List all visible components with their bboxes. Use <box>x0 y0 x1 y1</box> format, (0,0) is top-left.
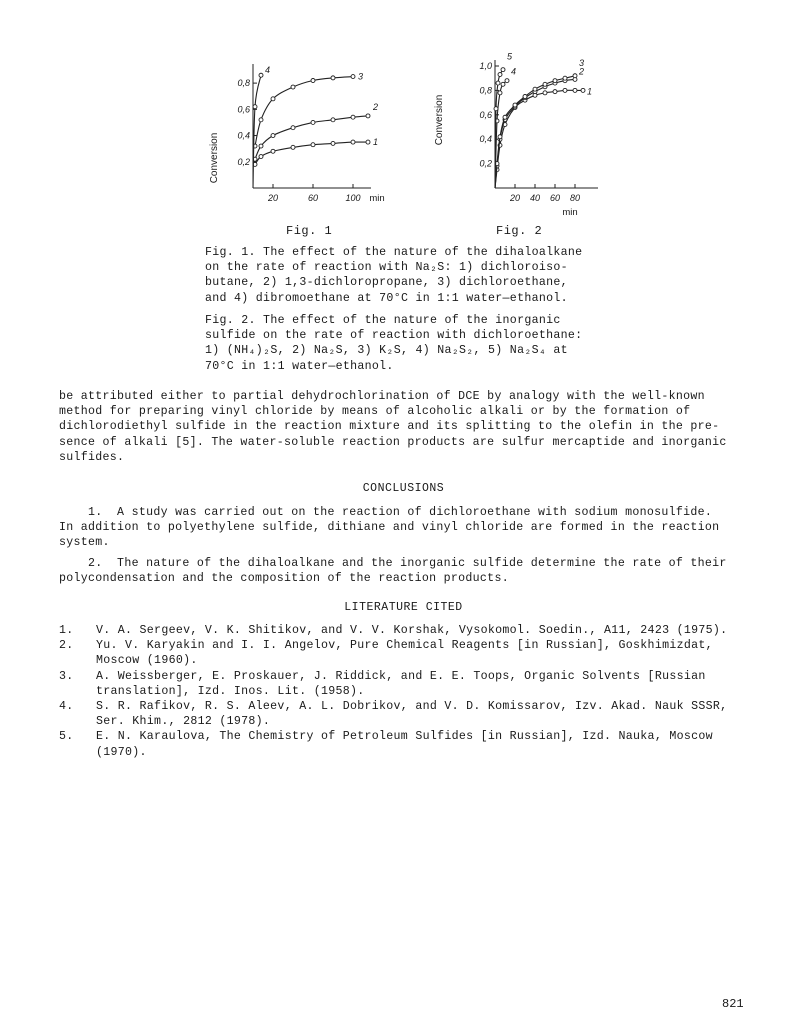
body-line: dichlorodiethyl sulfide in the reaction mixture and its splitting to the olefin in the pre- <box>59 420 720 434</box>
body-line: polycondensation and the composition of the reaction products. <box>59 572 509 586</box>
body-line: system. <box>59 536 110 550</box>
series-label-4: 4 <box>511 66 517 77</box>
data-point <box>291 126 295 130</box>
reference-number: 1. <box>59 624 74 637</box>
figure-2-label: Fig. 2 <box>496 224 543 238</box>
data-point <box>513 103 517 107</box>
data-point <box>498 91 502 95</box>
caption-line: Fig. 2. The effect of the nature of the inorganic <box>205 314 561 327</box>
data-point <box>523 95 527 99</box>
y-tick-label: 0,6 <box>479 109 492 120</box>
body-line: be attributed either to partial dehydrochlorination of DCE by analogy with the well-known <box>59 390 705 403</box>
reference-number: 2. <box>59 639 74 653</box>
reference-line: Ser. Khim., 2812 (1978). <box>96 715 271 729</box>
data-point <box>553 79 557 83</box>
series-label-3: 3 <box>358 71 364 82</box>
data-point <box>331 141 335 145</box>
data-point <box>259 73 263 77</box>
data-point <box>563 88 567 92</box>
data-point <box>543 82 547 86</box>
reference-line: E. N. Karaulova, The Chemistry of Petroleum Sulfides [in Russian], Izd. Nauka, Moscow <box>96 730 713 744</box>
data-point <box>498 135 502 139</box>
figure-1-label: Fig. 1 <box>286 224 333 238</box>
caption-line: 70°C in 1:1 water—ethanol. <box>205 359 394 373</box>
data-point <box>553 90 557 94</box>
series-label-1: 1 <box>587 86 593 97</box>
data-point <box>543 91 547 95</box>
data-point <box>331 76 335 80</box>
reference-line: A. Weissberger, E. Proskauer, J. Riddick, and E. E. Toops, Organic Solvents [Russian <box>96 669 706 683</box>
y-tick-label: 0,8 <box>237 78 250 89</box>
reference-list <box>59 623 749 760</box>
caption-line: on the rate of reaction with Na₂S: 1) dichloroiso- <box>205 261 568 275</box>
data-point <box>351 75 355 79</box>
x-tick-label: 40 <box>529 193 541 203</box>
caption-line: 1) (NH₄)₂S, 2) Na₂S, 3) K₂S, 4) Na₂S₂, 5) Na₂S₄ at <box>205 344 568 358</box>
data-point <box>259 155 263 159</box>
y-tick-label: 1,0 <box>479 61 492 71</box>
caption-line: and 4) dibromoethane at 70°C in 1:1 water—ethanol. <box>205 291 568 305</box>
x-axis-unit: min <box>369 193 385 204</box>
data-point <box>573 88 577 92</box>
page-number: 821 <box>722 997 744 1011</box>
data-point <box>581 88 585 92</box>
data-point <box>271 134 275 138</box>
series-line-3 <box>255 77 353 146</box>
data-point <box>501 68 505 72</box>
caption-line: butane, 2) 1,3-dichloropropane, 3) dichloroethane, <box>205 276 568 290</box>
y-axis-label: Conversion <box>434 94 445 146</box>
data-point <box>291 145 295 149</box>
reference-item <box>59 669 749 699</box>
caption-line: Fig. 1. The effect of the nature of the dihaloalkane <box>205 246 583 259</box>
data-point <box>311 120 315 124</box>
x-tick-label: 80 <box>569 193 581 203</box>
body-line: method for preparing vinyl chloride by means of alcoholic alkali or by the formation of <box>59 405 691 419</box>
reference-line: Moscow (1960). <box>96 654 198 668</box>
y-tick-label: 0,8 <box>479 85 492 96</box>
data-point <box>331 118 335 122</box>
body-line: In addition to polyethylene sulfide, dithiane and vinyl chloride are formed in the reaction <box>59 521 720 535</box>
x-tick-label: 20 <box>267 193 279 203</box>
figure-1-caption <box>205 245 615 306</box>
reference-line: V. A. Sergeev, V. K. Shitikov, and V. V. Korshak, Vysokomol. Soedin., A11, 2423 (1975). <box>96 624 728 637</box>
series-label-2: 2 <box>579 66 585 77</box>
reference-item <box>59 638 749 668</box>
data-point <box>494 107 498 111</box>
figure-1-plot <box>195 58 410 223</box>
reference-line: Yu. V. Karyakin and I. I. Angelov, Pure Chemical Reagents [in Russian], Goskhimizdat, <box>96 639 713 653</box>
body-line: 1. A study was carried out on the reaction of dichloroethane with sodium monosulfide. <box>59 506 713 519</box>
series-label-5: 5 <box>507 51 513 62</box>
data-point <box>271 149 275 153</box>
figure-2-caption <box>205 313 615 374</box>
figure-2 <box>425 40 625 225</box>
body-line: 2. The nature of the dihaloalkane and the inorganic sulfide determine the rate of their <box>59 557 727 570</box>
series-label-1: 1 <box>373 137 379 148</box>
figure-1 <box>195 58 410 223</box>
x-axis-unit: min <box>562 207 578 218</box>
y-tick-label: 0,2 <box>479 158 492 169</box>
conclusion-item-1 <box>59 505 749 551</box>
data-point <box>366 140 370 144</box>
data-point <box>573 74 577 78</box>
x-tick-label: 60 <box>307 193 319 203</box>
series-label-2: 2 <box>373 101 379 112</box>
reference-item <box>59 623 749 638</box>
x-tick-label: 60 <box>549 193 561 203</box>
data-point <box>351 140 355 144</box>
x-tick-label: 100 <box>345 193 361 203</box>
y-tick-label: 0,2 <box>237 156 250 167</box>
data-point <box>496 81 500 85</box>
data-point <box>271 97 275 101</box>
reference-line: (1970). <box>96 745 147 759</box>
reference-number: 3. <box>59 669 74 683</box>
series-label-4: 4 <box>265 65 271 76</box>
data-point <box>311 78 315 82</box>
data-point <box>259 144 263 148</box>
y-tick-label: 0,6 <box>237 104 250 115</box>
reference-line: S. R. Rafikov, R. S. Aleev, A. L. Dobrikov, and V. D. Komissarov, Izv. Akad. Nauk SSSR, <box>96 700 728 714</box>
data-point <box>253 105 257 109</box>
data-point <box>498 73 502 77</box>
y-axis-label: Conversion <box>209 132 220 184</box>
conclusion-item-2 <box>59 556 749 586</box>
x-tick-label: 20 <box>509 193 521 203</box>
series-line-1 <box>495 90 583 188</box>
figure-2-plot <box>425 40 625 225</box>
data-point <box>533 87 537 91</box>
reference-line: translation], Izd. Inos. Lit. (1958). <box>96 684 365 698</box>
y-tick-label: 0,4 <box>479 134 492 145</box>
data-point <box>291 85 295 89</box>
conclusions-heading: CONCLUSIONS <box>362 482 445 495</box>
y-tick-label: 0,4 <box>237 130 250 141</box>
reference-item <box>59 699 749 729</box>
reference-item <box>59 729 749 759</box>
series-label-3: 3 <box>579 57 585 68</box>
data-point <box>505 79 509 83</box>
reference-number: 5. <box>59 730 74 744</box>
literature-heading: LITERATURE CITED <box>344 601 463 614</box>
data-point <box>501 82 505 86</box>
body-line: sulfides. <box>59 450 125 464</box>
data-point <box>563 76 567 80</box>
body-line: sence of alkali [5]. The water-soluble reaction products are sulfur mercaptide and inorganic <box>59 435 727 449</box>
data-point <box>351 115 355 119</box>
data-point <box>503 115 507 119</box>
reference-number: 4. <box>59 700 74 714</box>
caption-line: sulfide on the rate of reaction with dichloroethane: <box>205 329 583 343</box>
series-line-4 <box>253 75 261 188</box>
data-point <box>366 114 370 118</box>
body-paragraph <box>59 389 749 465</box>
data-point <box>311 143 315 147</box>
data-point <box>259 118 263 122</box>
